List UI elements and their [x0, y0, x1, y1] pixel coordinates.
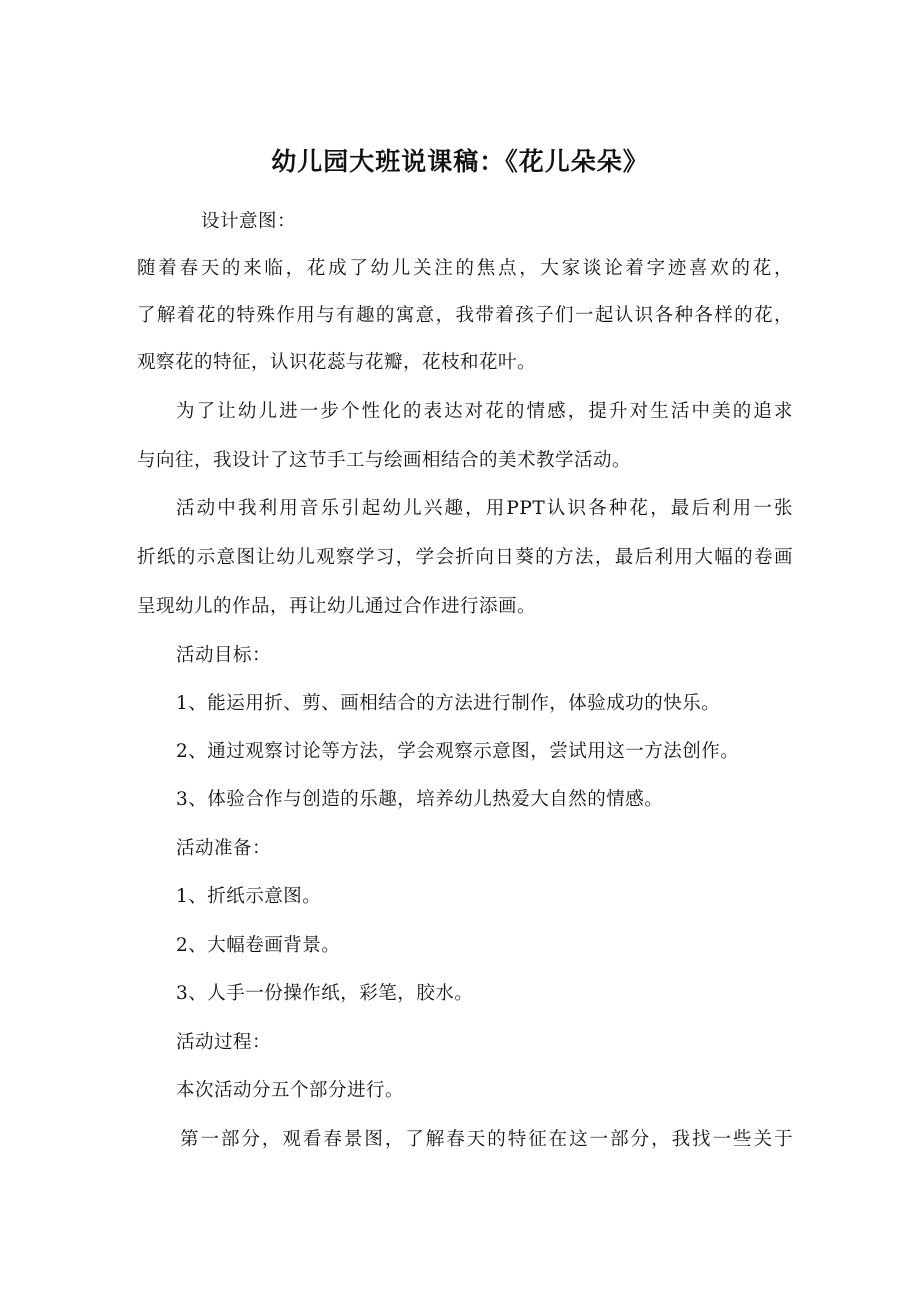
prep-item-2: 2、大幅卷画背景。: [176, 935, 341, 956]
process-intro: 本次活动分五个部分进行。: [176, 1080, 405, 1101]
process-part-1: 第一部分，观看春景图，了解春天的特征在这一部分，我找一些关于: [180, 1129, 793, 1150]
goal-item-1: 1、能运用折、剪、画相结合的方法进行制作，体验成功的快乐。: [176, 693, 721, 714]
intent-paragraph-1-line-1: 随着春天的来临，花成了幼儿关注的焦点，大家谈论着字迹喜欢的花，: [137, 258, 793, 279]
prep-item-1: 1、折纸示意图。: [176, 886, 322, 907]
design-intent-heading: 设计意图：: [201, 211, 297, 232]
intent-paragraph-3-line-3: 呈现幼儿的作品，再让幼儿通过合作进行添画。: [137, 596, 537, 617]
intent-paragraph-2-line-2: 与向往，我设计了这节手工与绘画相结合的美术教学活动。: [137, 450, 632, 471]
goal-item-2: 2、通过观察讨论等方法，学会观察示意图，尝试用这一方法创作。: [176, 741, 740, 762]
goal-item-3: 3、体验合作与创造的乐趣，培养幼儿热爱大自然的情感。: [176, 789, 664, 810]
goals-heading: 活动目标：: [176, 645, 272, 666]
intent-paragraph-1-line-3: 观察花的特征，认识花蕊与花瓣，花枝和花叶。: [137, 352, 537, 373]
intent-paragraph-3-line-1: 活动中我利用音乐引起幼儿兴趣，用PPT认识各种花，最后利用一张: [176, 498, 793, 519]
intent-paragraph-3-line-2: 折纸的示意图让幼儿观察学习，学会折向日葵的方法，最后利用大幅的卷画: [137, 547, 793, 568]
prep-heading: 活动准备：: [176, 838, 272, 859]
prep-item-3: 3、人手一份操作纸，彩笔，胶水。: [176, 983, 474, 1004]
intent-paragraph-2-line-1: 为了让幼儿进一步个性化的表达对花的情感，提升对生活中美的追求: [176, 401, 793, 422]
document-title: 幼儿园大班说课稿：《花儿朵朵》: [271, 147, 649, 176]
intent-paragraph-1-line-2: 了解着花的特殊作用与有趣的寓意，我带着孩子们一起认识各种各样的花，: [137, 305, 793, 326]
process-heading: 活动过程：: [176, 1032, 272, 1053]
